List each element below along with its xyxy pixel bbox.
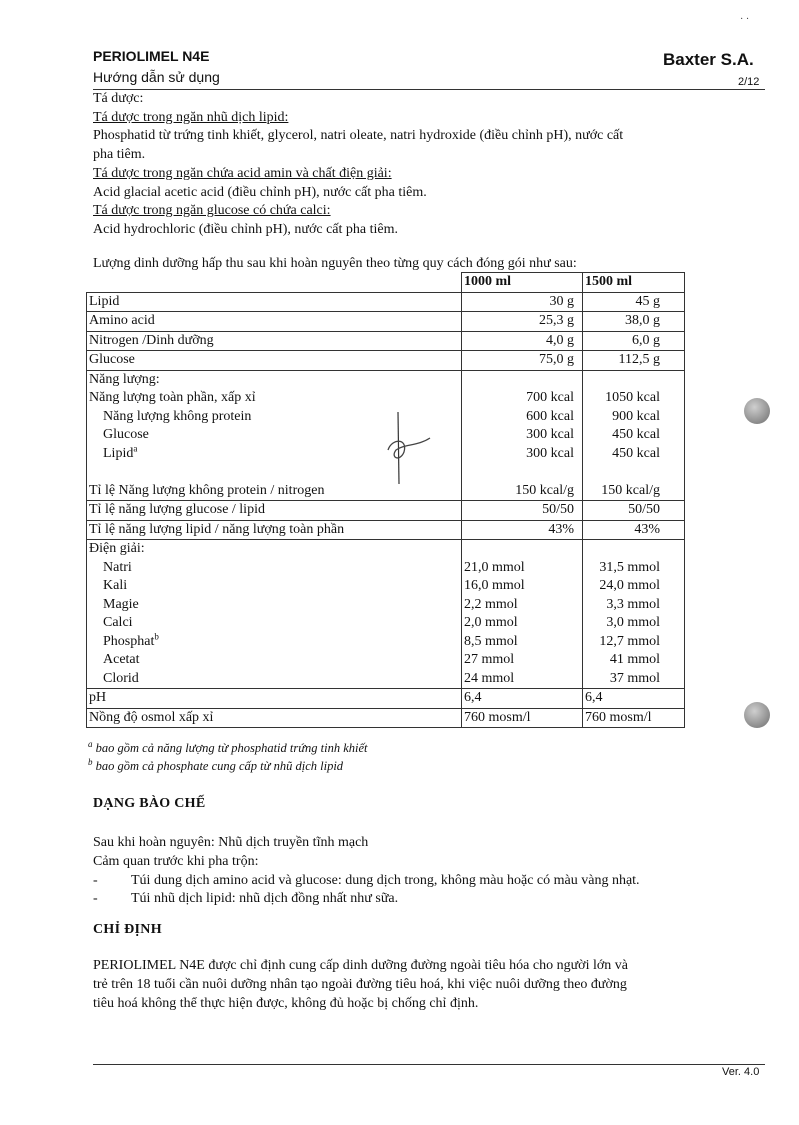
- signature-mark: [378, 408, 438, 488]
- page-number: 2/12: [738, 76, 760, 88]
- table-row: Năng lượng toàn phần, xấp xỉ 700 kcal 1050 kcal: [87, 389, 685, 408]
- footnote-a: $^a$ bao gồm cả năng lượng từ phosphatid trứng tinh khiết: [88, 738, 368, 755]
- scan-marks: · ·: [740, 14, 750, 25]
- excipients-title: Tá dược:: [93, 91, 144, 106]
- table-row: pH 6,4 6,4: [87, 689, 685, 709]
- list-item: - Túi nhũ dịch lipid: nhũ dịch đồng nhất như sữa.: [93, 891, 399, 907]
- col-1500ml: 1500 ml: [583, 273, 685, 293]
- table-row: Nồng độ osmol xấp xỉ 760 mosm/l 760 mosm/l: [87, 708, 685, 728]
- table-header-row: [87, 273, 685, 293]
- table-row: Điện giải:: [87, 540, 685, 559]
- table-row: Tỉ lệ năng lượng lipid / năng lượng toàn phần 43% 43%: [87, 520, 685, 540]
- indication-body: PERIOLIMEL N4E được chỉ định cung cấp dinh dưỡng đường ngoài tiêu hóa cho người lớn và trẻ trên 18 tuổi cần nuôi dưỡng nhân tạo ngoài đường tiêu hoá, khi việc nuôi dưỡng theo đường tiêu hoá không thể thực hiện được, không đủ hoặc bị chống chỉ định.: [93, 958, 628, 1011]
- amino-excipients-title: Tá dược trong ngăn chứa acid amin và chất điện giải:: [93, 165, 392, 181]
- footnote-b: $^b$ bao gồm cả phosphate cung cấp từ nhũ dịch lipid: [88, 756, 344, 773]
- table-row: Lipid 30 g 45 g: [87, 292, 685, 312]
- binder-hole: [744, 398, 770, 424]
- table-row: Natri 21,0 mmol 31,5 mmol: [87, 559, 685, 578]
- table-row: Calci 2,0 mmol 3,0 mmol: [87, 614, 685, 633]
- company-name: Baxter S.A.: [663, 50, 754, 69]
- document-type: Hướng dẫn sử dụng: [93, 69, 220, 85]
- table-row: Tỉ lệ Năng lượng không protein / nitrogen 150 kcal/g 150 kcal/g: [87, 482, 685, 501]
- table-row: Magie 2,2 mmol 3,3 mmol: [87, 596, 685, 615]
- table-row: Glucose 75,0 g 112,5 g: [87, 351, 685, 371]
- table-row: Clorid 24 mmol 37 mmol: [87, 670, 685, 689]
- table-row: Năng lượng không protein 600 kcal 900 kcal: [87, 408, 685, 427]
- nutrition-table: [86, 272, 685, 728]
- glucose-excipients-text: Acid hydrochloric (điều chỉnh pH), nước cất pha tiêm.: [93, 221, 399, 237]
- table-row: Amino acid 25,3 g 38,0 g: [87, 312, 685, 332]
- binder-hole: [744, 702, 770, 728]
- table-row: Glucose 300 kcal 450 kcal: [87, 426, 685, 445]
- table-row: Tỉ lệ năng lượng glucose / lipid 50/50 50/50: [87, 501, 685, 521]
- col-1000ml: 1000 ml: [462, 273, 583, 293]
- dosage-form-body: Sau khi hoàn nguyên: Nhũ dịch truyền tĩnh mạch Cảm quan trước khi pha trộn: - Túi dung dịch amino acid và glucose: dung dịch trong, không màu hoặc có màu vàng nhạt. - Túi nhũ dịch lipid: nhũ dịch đồng nhất như sữa.: [93, 834, 713, 909]
- lipid-excipients-text-1: Phosphatid từ trứng tinh khiết, glycerol, natri oleate, natri hydroxide (điều chỉnh pH), nước cất: [93, 128, 624, 144]
- indication-heading: CHỈ ĐỊNH: [93, 922, 162, 937]
- table-row: Acetat 27 mmol 41 mmol: [87, 651, 685, 670]
- amino-excipients-text: Acid glacial acetic acid (điều chỉnh pH), nước cất pha tiêm.: [93, 184, 427, 200]
- table-row: Năng lượng:: [87, 370, 685, 389]
- table-row: Phosphat$^b$ 8,5 mmol 12,7 mmol: [87, 633, 685, 652]
- excipients-section: [93, 90, 733, 240]
- footer-divider: [93, 1064, 765, 1065]
- product-name: PERIOLIMEL N4E: [93, 48, 210, 64]
- glucose-excipients-title: Tá dược trong ngăn glucose có chứa calci:: [93, 203, 331, 219]
- dosage-form-heading: DẠNG BÀO CHẾ: [93, 796, 206, 811]
- table-intro: Lượng dinh dưỡng hấp thu sau khi hoàn nguyên theo từng quy cách đóng gói như sau:: [93, 256, 577, 271]
- lipid-excipients-title: Tá dược trong ngăn nhũ dịch lipid:: [93, 109, 289, 125]
- version-label: Ver. 4.0: [722, 1066, 760, 1078]
- lipid-excipients-text-2: pha tiêm.: [93, 147, 146, 163]
- table-row: Nitrogen /Dinh dưỡng 4,0 g 6,0 g: [87, 331, 685, 351]
- table-row: Kali 16,0 mmol 24,0 mmol: [87, 577, 685, 596]
- table-row: Lipid$^a$ 300 kcal 450 kcal: [87, 445, 685, 464]
- list-item: - Túi dung dịch amino acid và glucose: dung dịch trong, không màu hoặc có màu vàng nhạt.: [93, 872, 640, 888]
